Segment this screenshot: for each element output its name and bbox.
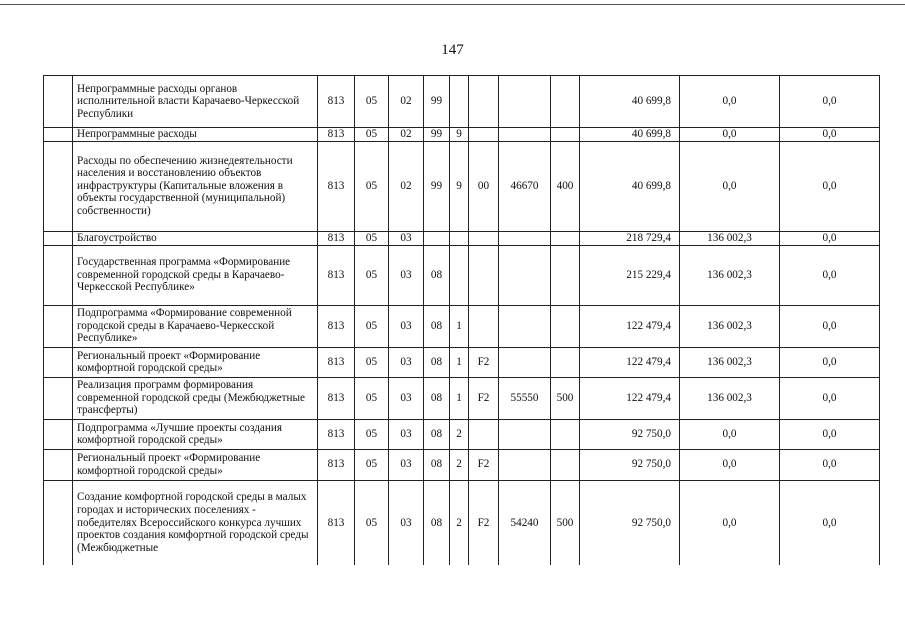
project-code-cell: F2 [469,449,499,480]
subsection-code-cell: 03 [389,347,424,377]
direction-code-cell: 55550 [499,377,551,419]
direction-code-cell [499,128,551,142]
section-code-cell: 05 [355,245,389,305]
page-number: 147 [441,42,464,58]
expense-name-cell: Подпрограмма «Лучшие проекты создания комфортной городской среды» [73,419,318,449]
amount-year1-cell: 40 699,8 [580,141,680,231]
table-row [44,245,880,305]
expense-name-cell: Реализация программ формирования современной городской среды (Межбюджетные трансферты) [73,377,318,419]
expense-type-cell [551,128,580,142]
amount-year1-cell: 92 750,0 [580,419,680,449]
section-code-cell: 05 [355,419,389,449]
amount-year3-cell: 0,0 [780,231,880,245]
section-code-cell: 05 [355,231,389,245]
table-row [44,141,880,231]
amount-year2-cell: 0,0 [680,76,780,128]
program-code-cell [424,231,450,245]
page-top-border [0,4,905,5]
direction-code-cell [499,231,551,245]
subprogram-code-cell: 2 [450,480,469,565]
subsection-code-cell: 03 [389,419,424,449]
row-number-cell [44,245,73,305]
program-code-cell: 08 [424,377,450,419]
ministry-code-cell: 813 [318,231,355,245]
ministry-code-cell: 813 [318,449,355,480]
ministry-code-cell: 813 [318,347,355,377]
amount-year3-cell: 0,0 [780,245,880,305]
amount-year3-cell: 0,0 [780,419,880,449]
subsection-code-cell: 03 [389,377,424,419]
subsection-code-cell: 02 [389,141,424,231]
section-code-cell: 05 [355,449,389,480]
row-number-cell [44,305,73,347]
ministry-code-cell: 813 [318,245,355,305]
expense-name-cell: Расходы по обеспечению жизнедеятельности населения и восстановлению объектов инфраструктуры (Капитальные вложения в объекты государственной (муниципальной) собственности) [73,141,318,231]
expense-type-cell [551,76,580,128]
expense-name-cell: Государственная программа «Формирование современной городской среды в Карачаево-Черкесской Республике» [73,245,318,305]
amount-year2-cell: 0,0 [680,419,780,449]
section-code-cell: 05 [355,76,389,128]
row-number-cell [44,419,73,449]
program-code-cell: 99 [424,76,450,128]
project-code-cell [469,231,499,245]
subsection-code-cell: 02 [389,76,424,128]
ministry-code-cell: 813 [318,480,355,565]
table-row [44,419,880,449]
section-code-cell: 05 [355,141,389,231]
expense-type-cell [551,305,580,347]
project-code-cell: F2 [469,347,499,377]
subsection-code-cell: 03 [389,305,424,347]
direction-code-cell [499,245,551,305]
ministry-code-cell: 813 [318,76,355,128]
project-code-cell: F2 [469,480,499,565]
expense-name-cell: Региональный проект «Формирование комфортной городской среды» [73,347,318,377]
subprogram-code-cell: 1 [450,305,469,347]
section-code-cell: 05 [355,128,389,142]
table-row [44,480,880,565]
project-code-cell: F2 [469,377,499,419]
program-code-cell: 08 [424,245,450,305]
subprogram-code-cell [450,231,469,245]
amount-year3-cell: 0,0 [780,128,880,142]
ministry-code-cell: 813 [318,128,355,142]
ministry-code-cell: 813 [318,305,355,347]
direction-code-cell [499,305,551,347]
expense-name-cell: Региональный проект «Формирование комфортной городской среды» [73,449,318,480]
amount-year2-cell: 136 002,3 [680,245,780,305]
expense-name-cell: Подпрограмма «Формирование современной городской среды в Карачаево-Черкесской Республике» [73,305,318,347]
expense-type-cell [551,347,580,377]
row-number-cell [44,141,73,231]
program-code-cell: 08 [424,449,450,480]
row-number-cell [44,128,73,142]
amount-year2-cell: 0,0 [680,128,780,142]
subsection-code-cell: 03 [389,231,424,245]
expense-type-cell [551,245,580,305]
expense-type-cell: 500 [551,480,580,565]
subprogram-code-cell: 1 [450,347,469,377]
amount-year3-cell: 0,0 [780,347,880,377]
subsection-code-cell: 03 [389,449,424,480]
subprogram-code-cell: 2 [450,449,469,480]
program-code-cell: 08 [424,305,450,347]
amount-year3-cell: 0,0 [780,449,880,480]
amount-year3-cell: 0,0 [780,141,880,231]
amount-year2-cell: 136 002,3 [680,305,780,347]
amount-year1-cell: 40 699,8 [580,76,680,128]
subsection-code-cell: 03 [389,245,424,305]
row-number-cell [44,231,73,245]
project-code-cell [469,128,499,142]
expense-type-cell [551,419,580,449]
section-code-cell: 05 [355,347,389,377]
direction-code-cell: 46670 [499,141,551,231]
amount-year2-cell: 136 002,3 [680,377,780,419]
subprogram-code-cell [450,76,469,128]
amount-year3-cell: 0,0 [780,305,880,347]
expense-name-cell: Благоустройство [73,231,318,245]
subsection-code-cell: 03 [389,480,424,565]
direction-code-cell [499,419,551,449]
row-number-cell [44,377,73,419]
program-code-cell: 99 [424,128,450,142]
table-row [44,377,880,419]
program-code-cell: 08 [424,419,450,449]
amount-year2-cell: 0,0 [680,480,780,565]
project-code-cell [469,245,499,305]
section-code-cell: 05 [355,305,389,347]
expense-type-cell [551,449,580,480]
amount-year1-cell: 40 699,8 [580,128,680,142]
row-number-cell [44,76,73,128]
table-row [44,76,880,128]
table-row [44,128,880,142]
expense-name-cell: Создание комфортной городской среды в малых городах и исторических поселениях - победителях Всероссийского конкурса лучших проектов создания комфортной городской среды (Межбюджетные [73,480,318,565]
expense-name-cell: Непрограммные расходы органов исполнительной власти Карачаево-Черкесской Республики [73,76,318,128]
ministry-code-cell: 813 [318,141,355,231]
row-number-cell [44,347,73,377]
amount-year1-cell: 122 479,4 [580,377,680,419]
budget-table [43,75,880,565]
table-row [44,231,880,245]
table-row [44,347,880,377]
amount-year1-cell: 92 750,0 [580,449,680,480]
section-code-cell: 05 [355,480,389,565]
row-number-cell [44,449,73,480]
subprogram-code-cell: 9 [450,128,469,142]
expense-type-cell: 400 [551,141,580,231]
amount-year1-cell: 215 229,4 [580,245,680,305]
amount-year2-cell: 0,0 [680,141,780,231]
ministry-code-cell: 813 [318,419,355,449]
amount-year3-cell: 0,0 [780,377,880,419]
section-code-cell: 05 [355,377,389,419]
direction-code-cell: 54240 [499,480,551,565]
table-row [44,449,880,480]
amount-year2-cell: 136 002,3 [680,231,780,245]
amount-year1-cell: 92 750,0 [580,480,680,565]
project-code-cell: 00 [469,141,499,231]
direction-code-cell [499,76,551,128]
amount-year1-cell: 218 729,4 [580,231,680,245]
program-code-cell: 08 [424,347,450,377]
amount-year2-cell: 0,0 [680,449,780,480]
program-code-cell: 08 [424,480,450,565]
amount-year2-cell: 136 002,3 [680,347,780,377]
table-row [44,305,880,347]
direction-code-cell [499,347,551,377]
direction-code-cell [499,449,551,480]
subprogram-code-cell: 2 [450,419,469,449]
subprogram-code-cell [450,245,469,305]
amount-year3-cell: 0,0 [780,480,880,565]
row-number-cell [44,480,73,565]
expense-name-cell: Непрограммные расходы [73,128,318,142]
amount-year1-cell: 122 479,4 [580,347,680,377]
program-code-cell: 99 [424,141,450,231]
expense-type-cell [551,231,580,245]
ministry-code-cell: 813 [318,377,355,419]
project-code-cell [469,419,499,449]
subprogram-code-cell: 9 [450,141,469,231]
subsection-code-cell: 02 [389,128,424,142]
project-code-cell [469,76,499,128]
expense-type-cell: 500 [551,377,580,419]
subprogram-code-cell: 1 [450,377,469,419]
project-code-cell [469,305,499,347]
amount-year3-cell: 0,0 [780,76,880,128]
amount-year1-cell: 122 479,4 [580,305,680,347]
